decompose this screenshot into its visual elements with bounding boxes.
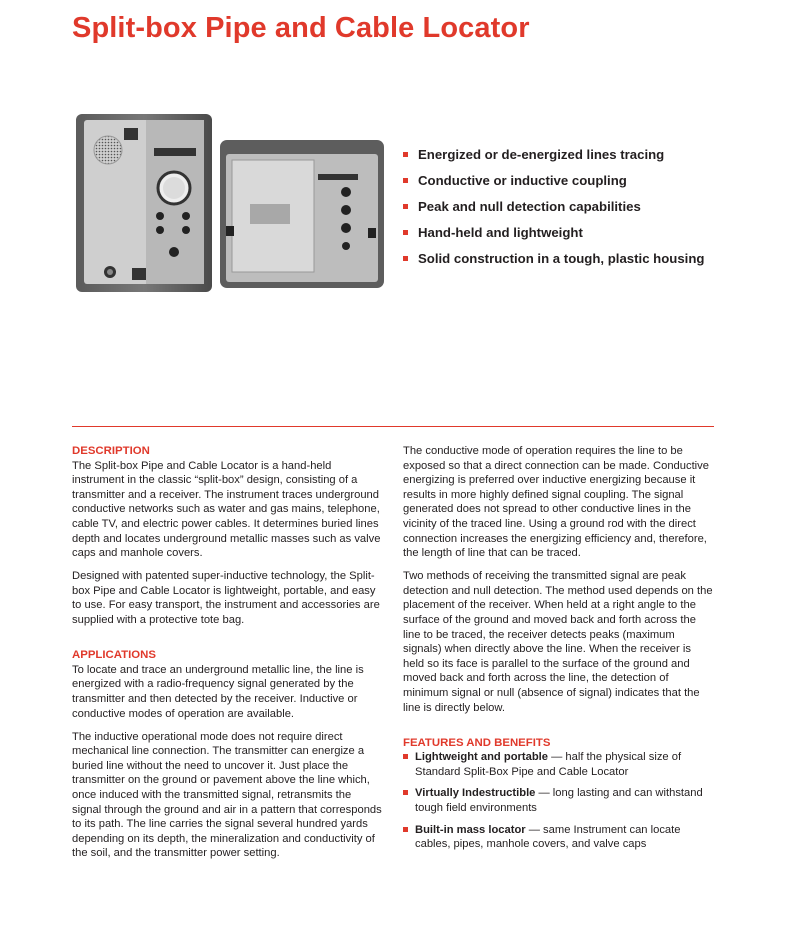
- feature-text: — same Instrument can locate cables, pipes, manhole covers, and valve caps: [415, 823, 681, 851]
- highlight-text: Hand-held and lightweight: [418, 225, 583, 240]
- bullet-square-icon: [403, 230, 408, 235]
- feature-item: [403, 750, 713, 779]
- highlight-text: Peak and null detection capabilities: [418, 199, 641, 214]
- bullet-square-icon: [403, 256, 408, 261]
- highlight-text: Conductive or inductive coupling: [418, 173, 627, 188]
- applications-paragraph: The inductive operational mode does not require direct mechanical line connection. The transmitter can energize a buried line without the need to uncover it. Just place the transmitter on the ground or pavement above the line which, once induced with the transmitted signal, retransmits the signal through the ground and air in a pattern that corresponds to its path. The line carries the signal several hundred yards depending on its depth, the mineralization and conductivity of the soil, and the transmitter power setting.: [72, 730, 382, 860]
- highlight-item: [403, 198, 723, 216]
- highlight-item: [403, 172, 723, 190]
- feature-text: — half the physical size of Standard Split-Box Pipe and Cable Locator: [415, 751, 682, 778]
- feature-title: Lightweight and portable: [415, 751, 548, 764]
- description-paragraph: Designed with patented super-inductive technology, the Split-box Pipe and Cable Locator is lightweight, portable, and easy to use. For easy transport, the instrument and accessories are supplied with a protective tote bag.: [72, 570, 380, 627]
- bullet-square-icon: [403, 204, 408, 209]
- bullet-square-icon: [403, 178, 408, 183]
- feature-item: [403, 786, 713, 815]
- detection-paragraph: Two methods of receiving the transmitted signal are peak detection and null detection. The method used depends on the placement of the receiver. When held at a right angle to the surface of the ground and moved back and forth across the line to be traced, the receiver detects peaks (maximum signals) when directly above the line. When the receiver is held so its face is parallel to the surface of the ground and moved back and forth across the line, the detection of minimum signal or null (absence of signal) indicates that the line is directly below.: [403, 570, 713, 714]
- left-column: [72, 444, 382, 869]
- highlight-list: [403, 146, 723, 276]
- right-column: [403, 444, 713, 859]
- highlight-item: [403, 250, 723, 268]
- conductive-paragraph: The conductive mode of operation requires the line to be exposed so that a direct connection can be made. Conductive energizing is preferred over inductive energizing because it results in more highly defined signal coupling. The signal generated does not spread to other conductive lines in the vicinity of the traced line. Using a ground rod with the direct connection increases the energizing efficiency and, therefore, the length of line that can be traced.: [403, 445, 709, 560]
- feature-text: — long lasting and can withstand tough field environments: [415, 787, 703, 815]
- section-divider: [72, 426, 714, 427]
- applications-paragraph: To locate and trace an underground metallic line, the line is energized with a radio-frequency signal generated by the transmitter and then detected by the receiver. Inductive or conductive modes of operation are available.: [72, 663, 364, 720]
- feature-title: Virtually Indestructible: [415, 787, 536, 800]
- feature-title: Built-in mass locator: [415, 823, 526, 836]
- bullet-square-icon: [403, 754, 408, 759]
- highlight-item: [403, 146, 723, 164]
- page-title: Split-box Pipe and Cable Locator: [72, 12, 530, 44]
- bullet-square-icon: [403, 790, 408, 795]
- applications-heading: APPLICATIONS: [72, 649, 156, 662]
- highlight-text: Energized or de-energized lines tracing: [418, 147, 665, 162]
- features-heading: FEATURES AND BENEFITS: [403, 736, 551, 749]
- feature-item: [403, 823, 713, 852]
- features-list: [403, 750, 713, 852]
- bullet-square-icon: [403, 827, 408, 832]
- product-photo: [74, 108, 386, 298]
- highlight-text: Solid construction in a tough, plastic housing: [418, 251, 705, 266]
- bullet-square-icon: [403, 152, 408, 157]
- highlight-item: [403, 224, 723, 242]
- description-paragraph: The Split-box Pipe and Cable Locator is a hand-held instrument in the classic “split-box” design, consisting of a transmitter and a receiver. The instrument traces underground conductive networks such as water and gas mains, telephone, cable TV, and electric power cables. It determines buried lines depth and locates underground metallic masses such as valve caps and manhole covers.: [72, 459, 381, 560]
- description-heading: DESCRIPTION: [72, 445, 150, 457]
